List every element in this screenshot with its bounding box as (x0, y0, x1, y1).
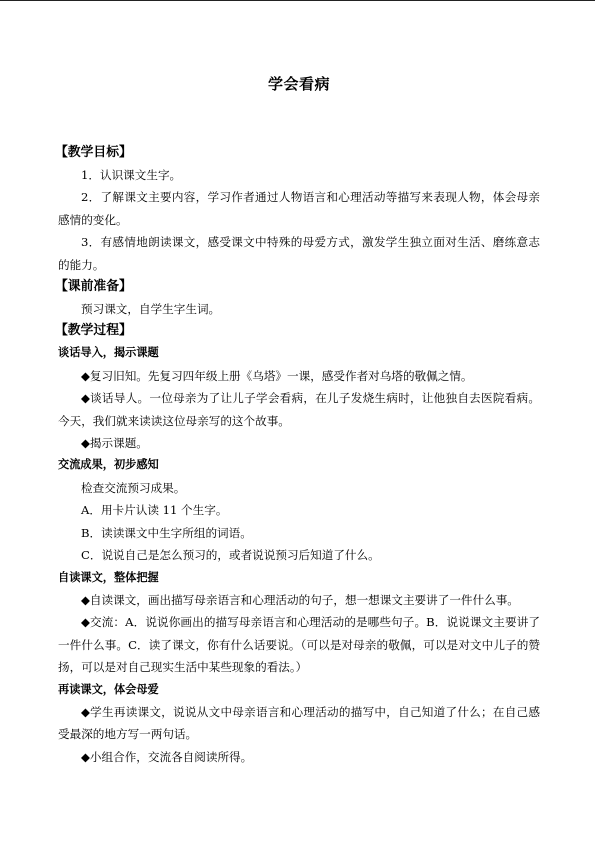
step2-item-2: A．用卡片认读 11 个生字。 (81, 503, 228, 518)
step2-item-1: 检查交流预习成果。 (81, 480, 186, 495)
document-title: 学会看病 (267, 75, 330, 93)
goal-item-1: 1．认识课文生字。 (81, 168, 182, 182)
step4-item-2: ◆小组合作，交流各自阅读所得。 (81, 749, 253, 764)
step1-item-3: ◆揭示课题。 (81, 436, 148, 451)
step1-item-1: ◆复习旧知。先复习四年级上册《乌塔》一课，感受作者对乌塔的敬佩之情。 (81, 368, 473, 383)
step1-item-2: ◆谈话导人。一位母亲为了让儿子学会看病，在儿子发烧生病时，让他独自去医院看病。今天，我们就来读读这位母亲写的这个故事。 (58, 391, 540, 428)
section-heading-prep: 【课前准备】 (55, 279, 132, 295)
goal-item-2: 2．了解课文主要内容，学习作者通过人物语言和心理活动等描写来表现人物，体会母亲感情的变化。 (58, 190, 540, 227)
step4-item-1: ◆学生再读课文，说说从文中母亲语言和心理活动的描写中，自己知道了什么；在自己感受最深的地方写一两句话。 (58, 704, 540, 742)
step-title-3: 自读课文，整体把握 (58, 570, 159, 584)
section-heading-process: 【教学过程】 (55, 323, 132, 339)
prep-item-1: 预习课文，自学生字生词。 (81, 302, 221, 317)
page-top-border (0, 0, 595, 1)
goal-item-3: 3．有感情地朗读课文，感受课文中特殊的母爱方式，激发学生独立面对生活、磨练意志的能力。 (58, 235, 540, 272)
document-body (55, 142, 540, 768)
step3-item-1: ◆自读课文，画出描写母亲语言和心理活动的句子，想一想课文主要讲了一件什么事。 (81, 592, 519, 607)
section-heading-goals: 【教学目标】 (55, 145, 132, 160)
step-title-1: 谈话导入，揭示课题 (58, 346, 159, 360)
step3-item-2: ◆交流：A．说说你画出的描写母亲语言和心理活动的是哪些句子。B．说说课文主要讲了一件什么事。C．读了课文，你有什么话要说。（可以是对母亲的敬佩，可以是对文中儿子的赞扬，可以是对自己现实生活中某些现象的看法。） (58, 615, 540, 675)
step-title-4: 再读课文，体会母爱 (58, 682, 159, 696)
step2-item-4: C．说说自己是怎么预习的，或者说说预习后知道了什么。 (81, 548, 380, 563)
step2-item-3: B．读读课文中生字所组的词语。 (81, 525, 252, 540)
step-title-2: 交流成果，初步感知 (58, 458, 159, 472)
